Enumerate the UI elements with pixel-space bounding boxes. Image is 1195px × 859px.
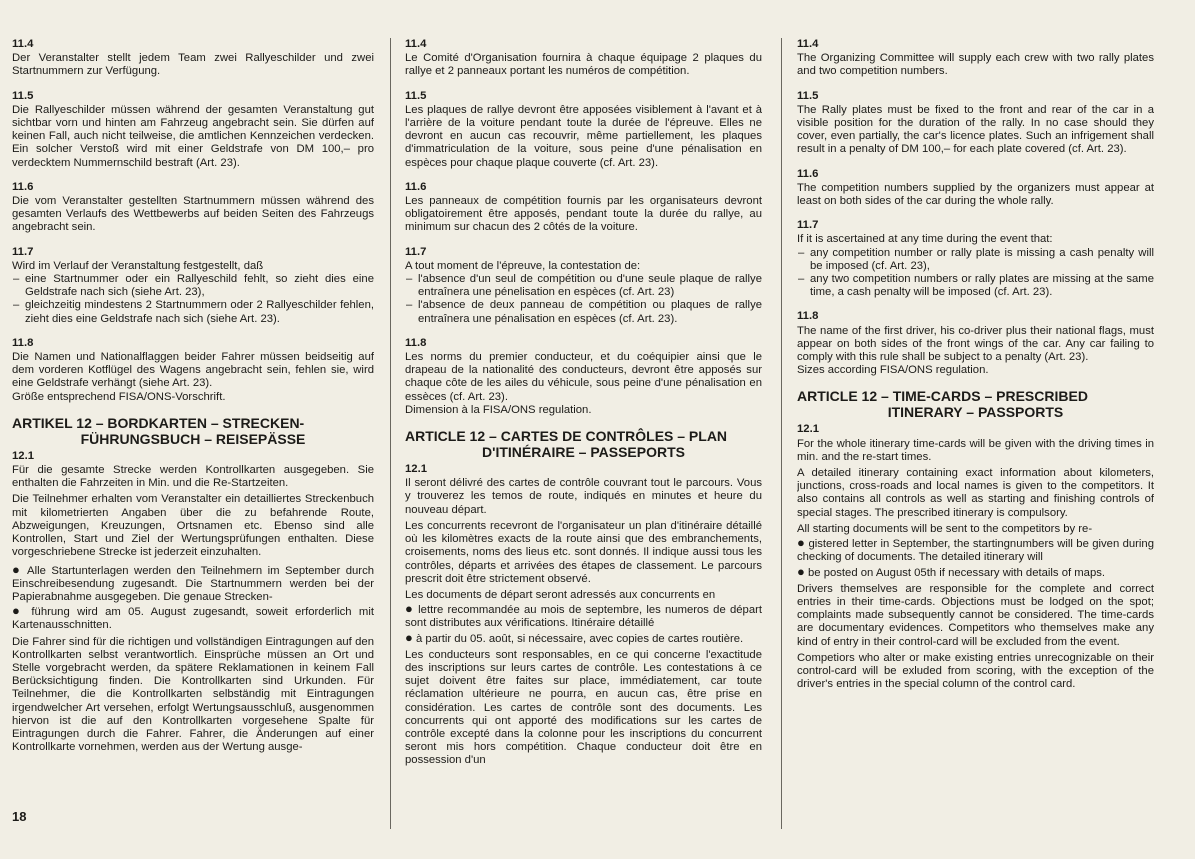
section-number: 11.7: [12, 245, 34, 258]
page-number: 18: [12, 809, 27, 824]
bullet-icon: ●: [405, 629, 413, 645]
paragraph-text: Alle Startunterlagen werden den Teilnehmern im September durch Einschreibesendung zugesandt. Die Startnummern werden bei der Papierabnahme ausgegeben. Die genaue Strecken-: [12, 564, 374, 603]
paragraph: Les concurrents recevront de l'organisateur un plan d'itinéraire détaillé où les kilomètres exacts de la route ainsi que des embranchements, croisements, noms des lieus etc. sont donnés. Il indique aussi tous les contrôles, départs et arrivées des étapes de classement. Le parcours prescrit doit être strictement observé.: [405, 519, 762, 585]
section-number: 11.4: [797, 38, 819, 50]
section-number: 11.7: [797, 219, 819, 232]
paragraph: Die Teilnehmer erhalten vom Veranstalter ein detailliertes Streckenbuch mit kilometrierten Angaben über die zu befahrende Route, Abzweigungen, Kreuzungen, Ortsnamen etc. Ebenso sind alle Kontrollen, Start und Ziel der Wertungsprüfungen enthalten. Diese vorgeschriebene Strecke ist jederzeit einzuhalten.: [12, 493, 374, 559]
section-11-7: [797, 219, 1154, 299]
section-number: 11.5: [405, 89, 427, 102]
paragraph: A detailed itinerary containing exact information about kilometers, junctions, cross-roads and local names is given to the competitors. It also contains all controls as well as starting and finishing controls of special stages. The prescribed itinerary is compulsory.: [797, 467, 1154, 519]
article-heading: [405, 428, 762, 460]
paragraph-text: lettre recommandée au mois de septembre, les numeros de départ sont distributes aux vérifications. Itinéraire détaillé: [405, 604, 762, 630]
section-12-1: [12, 450, 374, 754]
article-heading: [12, 415, 374, 447]
list-item: – l'absence de deux panneau de compétition ou plaques de rallye entraînera une pénalisation en espèces (cf. Art. 23).: [405, 299, 762, 325]
heading-line: ITINERARY – PASSPORTS: [887, 404, 1064, 421]
section-12-1: [797, 423, 1154, 691]
column-divider: [781, 38, 782, 829]
bullet-icon: ●: [12, 603, 25, 619]
list-item: – any two competition numbers or rally plates are missing at the same time, a cash penalty will be imposed (cf. Art. 23).: [797, 273, 1154, 299]
column-german: [12, 38, 374, 837]
section-12-1: [405, 463, 762, 767]
paragraph: [797, 523, 1154, 580]
paragraph: Die Rallyeschilder müssen während der gesamten Veranstaltung gut sichtbar vorn und hinten am Fahrzeug angebracht sein. Sie dürfen auf keinen Fall, auch nicht teilweise, die amtlichen Kennzeichen verdecken. Ein solcher Verstoß wird mit einer Geldstrafe von DM 100,– pro verdecktem Nummernschild bestraft (Art. 23).: [12, 103, 374, 169]
paragraph: Les norms du premier conducteur, et du coéquipier ainsi que le drapeau de la nationalité des conducteurs, devront être apposés sur chaque côte de les ailes du véhicule, sous peine d'une pénalisation en essèces (cf. Art. 23).: [405, 351, 762, 403]
section-number: 11.8: [797, 310, 819, 323]
paragraph: Le Comité d'Organisation fournira à chaque équipage 2 plaques du rallye et 2 panneaux portant les numéros de compétition.: [405, 52, 762, 78]
paragraph: Competiors who alter or make existing entries unrecognizable on their control-card will be exluded from scoring, with the exception of the driver's entries in the special column of the control card.: [797, 651, 1154, 691]
list-item: – eine Startnummer oder ein Rallyeschild fehlt, so zieht dies eine Geldstrafe nach sich (siehe Art. 23),: [12, 273, 374, 299]
bullet-icon: ●: [797, 535, 806, 551]
paragraph: Die vom Veranstalter gestellten Startnummern müssen während des gesamten Verlaufs des Wettbewerbs auf beiden Seiten des Fahrzeugs angebracht sein.: [12, 195, 374, 234]
heading-line: ARTIKEL 12 – BORDKARTEN – STRECKEN-: [12, 414, 305, 431]
section-number: 12.1: [797, 423, 819, 436]
paragraph: A tout moment de l'épreuve, la contestation de:: [405, 259, 641, 272]
paragraph-text: gistered letter in September, the startingnumbers will be given during checking of documents. The detailed itinerary will: [797, 538, 1154, 564]
paragraph: The Organizing Committee will supply each crew with two rally plates and two competition numbers.: [797, 52, 1154, 78]
paragraph: The name of the first driver, his co-driver plus their national flags, must appear on both sides of the front wings of the car. Any car failing to comply with this rule shall be subject to a penalty (Art. 23).: [797, 324, 1154, 364]
section-11-4: [12, 38, 374, 79]
section-number: 12.1: [405, 463, 427, 476]
heading-line: ARTICLE 12 – TIME-CARDS – PRESCRIBED: [797, 388, 1088, 405]
bullet-icon: ●: [12, 561, 23, 577]
paragraph: Drivers themselves are responsible for the complete and correct entries in their time-cards. Objections must be lodged on the spot; complaints made subsequently cannot be considered. The time-cards are documentary evidences. Competitors who themselves make any kind of entry in their control-card will be excluded from the event.: [797, 582, 1154, 648]
section-11-8: [12, 337, 374, 404]
section-11-4: [405, 38, 762, 79]
list-item: – any competition number or rally plate is missing a cash penalty will be imposed (cf. Art. 23),: [797, 247, 1154, 273]
paragraph: If it is ascertained at any time during the event that:: [797, 233, 1053, 246]
section-11-5: [797, 90, 1154, 157]
paragraph: Les plaques de rallye devront être apposées visiblement à l'avant et à l'arrière de la voiture pendant toute la durée de l'épreuve. Elles ne devront en aucun cas recouvrir, même partiellement, les plaques d'immatriculation de la voiture, sous peine d'une pénalisation en espèces pour chaque plaque couverte (cf. Art. 23).: [405, 103, 762, 169]
paragraph: Größe entsprechend FISA/ONS-Vorschrift.: [12, 390, 226, 403]
section-11-8: [797, 310, 1154, 377]
paragraph-text: be posted on August 05th if necessary with details of maps.: [808, 566, 1106, 579]
column-divider: [390, 38, 391, 829]
section-11-7: [405, 246, 762, 326]
paragraph-text: führung wird am 05. August zugesandt, soweit erforderlich mit Kartenausschnitten.: [12, 606, 374, 632]
paragraph: Il seront délivré des cartes de contrôle couvrant tout le parcours. Vous y trouverez les temos de route, indiqués en minutes et heure du nouveau départ.: [405, 477, 762, 516]
section-number: 11.6: [12, 180, 34, 193]
section-number: 11.5: [12, 89, 34, 102]
section-11-6: [12, 181, 374, 235]
bullet-icon: ●: [797, 563, 805, 579]
paragraph: The competition numbers supplied by the organizers must appear at least on both sides of the car during the whole rally.: [797, 181, 1154, 208]
list-item: – gleichzeitig mindestens 2 Startnummern oder 2 Rallyeschilder fehlen, zieht dies eine Geldstrafe nach sich (siehe Art. 23).: [12, 299, 374, 325]
paragraph: Dimension à la FISA/ONS regulation.: [405, 403, 592, 416]
section-number: 11.6: [797, 167, 819, 180]
paragraph: [12, 563, 374, 633]
paragraph: The Rally plates must be fixed to the front and rear of the car in a visible position for the duration of the rally. In no case should they cover, even partially, the car's licence plates. Such an infrigement shall result in a penalty of DM 100,– for each plate covered (cf. Art. 23).: [797, 103, 1154, 156]
section-number: 11.5: [797, 89, 819, 102]
column-english: [797, 38, 1154, 837]
paragraph: Les panneaux de compétition fournis par les organisateurs devront obligatoirement être apposés, pendant toute la durée du rallye, au minimum sur chacun des 2 côtés de la voiture.: [405, 195, 762, 234]
section-number: 11.8: [405, 336, 427, 349]
paragraph: Die Namen und Nationalflaggen beider Fahrer müssen beidseitig auf dem vorderen Kotflügel des Wagens angebracht sein, fehlen sie, wird eine Geldstrafe verhängt (siehe Art. 23).: [12, 351, 374, 390]
paragraph-text: All starting documents will be sent to the competitors by re-: [797, 522, 1093, 535]
paragraph-text: Les documents de départ seront adressés aux concurrents en: [405, 588, 716, 601]
paragraph: Die Fahrer sind für die richtigen und vollständigen Eintragungen auf den Kontrollkarten selbst verantwortlich. Einsprüche müssen an Ort und Stelle vorgebracht werden, da spätere Reklamationen in keinem Fall Berücksichtigung finden. Die Kontrollkarten sind Urkunden. Für Teilnehmer, die die Kontrollkarten selbständig mit Eintragungen irgendwelcher Art versehen, erfolgt Wertungsausschluß, ausgenommen hiervon ist die auf den Kontrollkarten vorgesehene Spalte für Eintragungen durch die Fahrer. Fahrer, die Änderungen auf einer Kontrollkarte vornehmen, werden aus der Wertung ausge-: [12, 635, 374, 754]
section-number: 11.4: [405, 38, 427, 50]
section-number: 11.7: [405, 245, 427, 258]
heading-line: D'ITINÉRAIRE – PASSEPORTS: [482, 444, 685, 461]
section-11-8: [405, 337, 762, 417]
section-11-6: [405, 181, 762, 235]
section-11-6: [797, 168, 1154, 209]
paragraph: Für die gesamte Strecke werden Kontrollkarten ausgegeben. Sie enthalten die Fahrzeiten in Min. und die Re-Startzeiten.: [12, 464, 374, 490]
heading-line: ARTICLE 12 – CARTES DE CONTRÔLES – PLAN: [405, 428, 728, 445]
paragraph: [405, 589, 762, 646]
bullet-icon: ●: [405, 601, 414, 617]
article-heading: [797, 388, 1154, 420]
section-number: 11.4: [12, 38, 34, 50]
paragraph-text: à partir du 05. août, si nécessaire, avec copies de cartes routière.: [416, 632, 744, 645]
paragraph: For the whole itinerary time-cards will be given with the driving times in min. and the re-start times.: [797, 437, 1154, 463]
list-item: – l'absence d'un seul de compétition ou d'une seule plaque de rallye entraînera une pénelisation en espèces (cf. Art. 23): [405, 273, 762, 299]
heading-line: FÜHRUNGSBUCH – REISEPÄSSE: [80, 430, 306, 447]
section-11-5: [405, 90, 762, 170]
section-11-5: [12, 90, 374, 170]
paragraph: Sizes according FISA/ONS regulation.: [797, 364, 989, 377]
paragraph: Les conducteurs sont responsables, en ce qui concerne l'exactitude des inscriptions sur leurs cartes de contrôle. Les contestations à ce sujet doivent être faites sur place, immédiatement, car toute réclamation ultérieure ne pourra, en aucun cas, être prise en considération. Les cartes de contrôle sont des documents. Les concurrents qui ont apporté des modifications sur les cartes de contrôle excepté dans la colonne pour les inscriptions du concurrent seront mis hors compétition. Chaque conducteur doit être en possession d'un: [405, 648, 762, 767]
paragraph: Wird im Verlauf der Veranstaltung festgestellt, daß: [12, 259, 264, 272]
column-french: [405, 38, 762, 837]
paragraph: Der Veranstalter stellt jedem Team zwei Rallyeschilder und zwei Startnummern zur Verfügung.: [12, 52, 374, 78]
section-11-4: [797, 38, 1154, 79]
section-number: 11.6: [405, 180, 427, 193]
section-number: 11.8: [12, 336, 34, 349]
section-11-7: [12, 246, 374, 326]
section-number: 12.1: [12, 449, 34, 462]
